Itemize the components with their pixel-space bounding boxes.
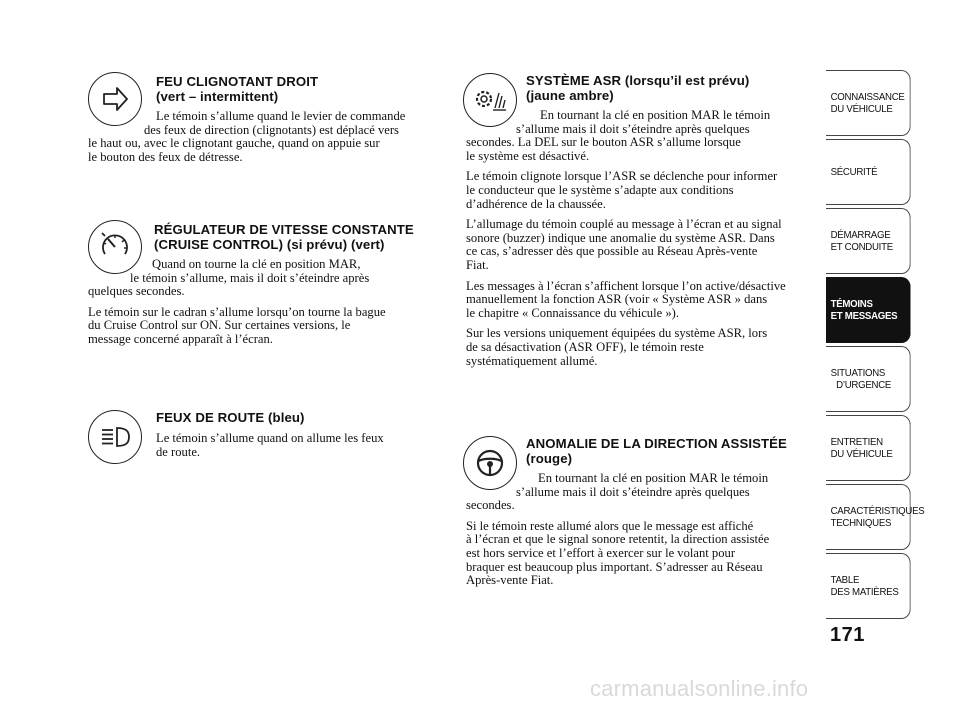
high-beam-icon — [89, 411, 141, 463]
tab-entretien-du-vehicule[interactable]: ENTRETIEN DU VÉHICULE — [826, 415, 911, 481]
paragraph: Le témoin s’allume quand le levier de commande des feux de direction (clignotants) est déplacé vers le haut ou, avec le clignotant gauche, quand on appuie sur le bouton des feux de détresse. — [88, 109, 406, 164]
paragraph: En tournant la clé en position MAR le témoin s’allume mais il doit s’éteindre après quelques secondes. La DEL sur le bouton ASR s’allume lorsque le système est désactivé. — [466, 108, 771, 163]
section-title: RÉGULATEUR DE VITESSE CONSTANTE (CRUISE CONTROL) (si prévu) (vert) — [154, 222, 414, 252]
section-title: FEU CLIGNOTANT DROIT (vert – intermittent) — [156, 74, 319, 104]
section-high-beam — [156, 410, 446, 466]
chapter-tabs — [826, 70, 925, 622]
section-cruise-control — [88, 222, 448, 354]
section-title: SYSTÈME ASR (lorsqu’il est prévu) (jaune ambre) — [526, 73, 750, 103]
paragraph: Le témoin sur le cadran s’allume lorsqu’on tourne la bague du Cruise Control sur ON. Sur certaines versions, le message concerné apparaît à l’écran. — [88, 304, 386, 346]
tab-situations-d-urgence[interactable]: SITUATIONS D’URGENCE — [826, 346, 911, 412]
paragraph: Si le témoin reste allumé alors que le message est affiché à l’écran et que le signal sonore retentit, la direction assistée est hors service et l’effort à exercer sur le volant pour braquer est beaucoup plus important. S’adresser au Réseau Après-vente Fiat. — [466, 518, 770, 588]
high-beam-warning-light — [88, 410, 142, 464]
tab-securite[interactable]: SÉCURITÉ — [826, 139, 911, 205]
tab-temoins-et-messages[interactable]: TÉMOINS ET MESSAGES — [826, 277, 911, 343]
paragraph: L’allumage du témoin couplé au message à l’écran et au signal sonore (buzzer) indique une anomalie du système ASR. Dans ce cas, s’adresser dès que possible au Réseau Après-vente Fiat. — [466, 217, 782, 272]
section-title: FEUX DE ROUTE (bleu) — [156, 410, 305, 425]
page-number: 171 — [830, 624, 865, 646]
tab-demarrage-et-conduite[interactable]: DÉMARRAGE ET CONDUITE — [826, 208, 911, 274]
paragraph: Sur les versions uniquement équipées du système ASR, lors de sa désactivation (ASR OFF), le témoin reste systématiquement allumé. — [466, 326, 768, 368]
paragraph: Le témoin s’allume quand on allume les feux de route. — [156, 431, 384, 459]
watermark: carmanualsonline.info — [590, 676, 809, 701]
section-turn-signal — [88, 74, 438, 171]
tab-table-des-matieres[interactable]: TABLE DES MATIÈRES — [826, 553, 911, 619]
paragraph: Le témoin clignote lorsque l’ASR se déclenche pour informer le conducteur que le système s’adapte aux conditions d’adhérence de la chaussée. — [466, 169, 778, 211]
tab-caracteristiques-techniques[interactable]: CARACTÉRISTIQUES TECHNIQUES — [826, 484, 911, 550]
section-asr — [466, 73, 816, 375]
section-title: ANOMALIE DE LA DIRECTION ASSISTÉE (rouge) — [526, 436, 787, 466]
paragraph: Les messages à l’écran s’affichent lorsque l’on active/désactive manuellement la fonction ASR (voir « Système ASR » dans le chapitre « Connaissance du véhicule »). — [466, 278, 786, 320]
tab-connaissance-du-vehicule[interactable]: CONNAISSANCE DU VÉHICULE — [826, 70, 911, 136]
paragraph: Quand on tourne la clé en position MAR, le témoin s’allume, mais il doit s’éteindre après quelques secondes. — [88, 257, 370, 299]
paragraph: En tournant la clé en position MAR le témoin s’allume mais il doit s’éteindre après quelques secondes. — [466, 471, 769, 513]
section-power-steering — [466, 436, 816, 595]
